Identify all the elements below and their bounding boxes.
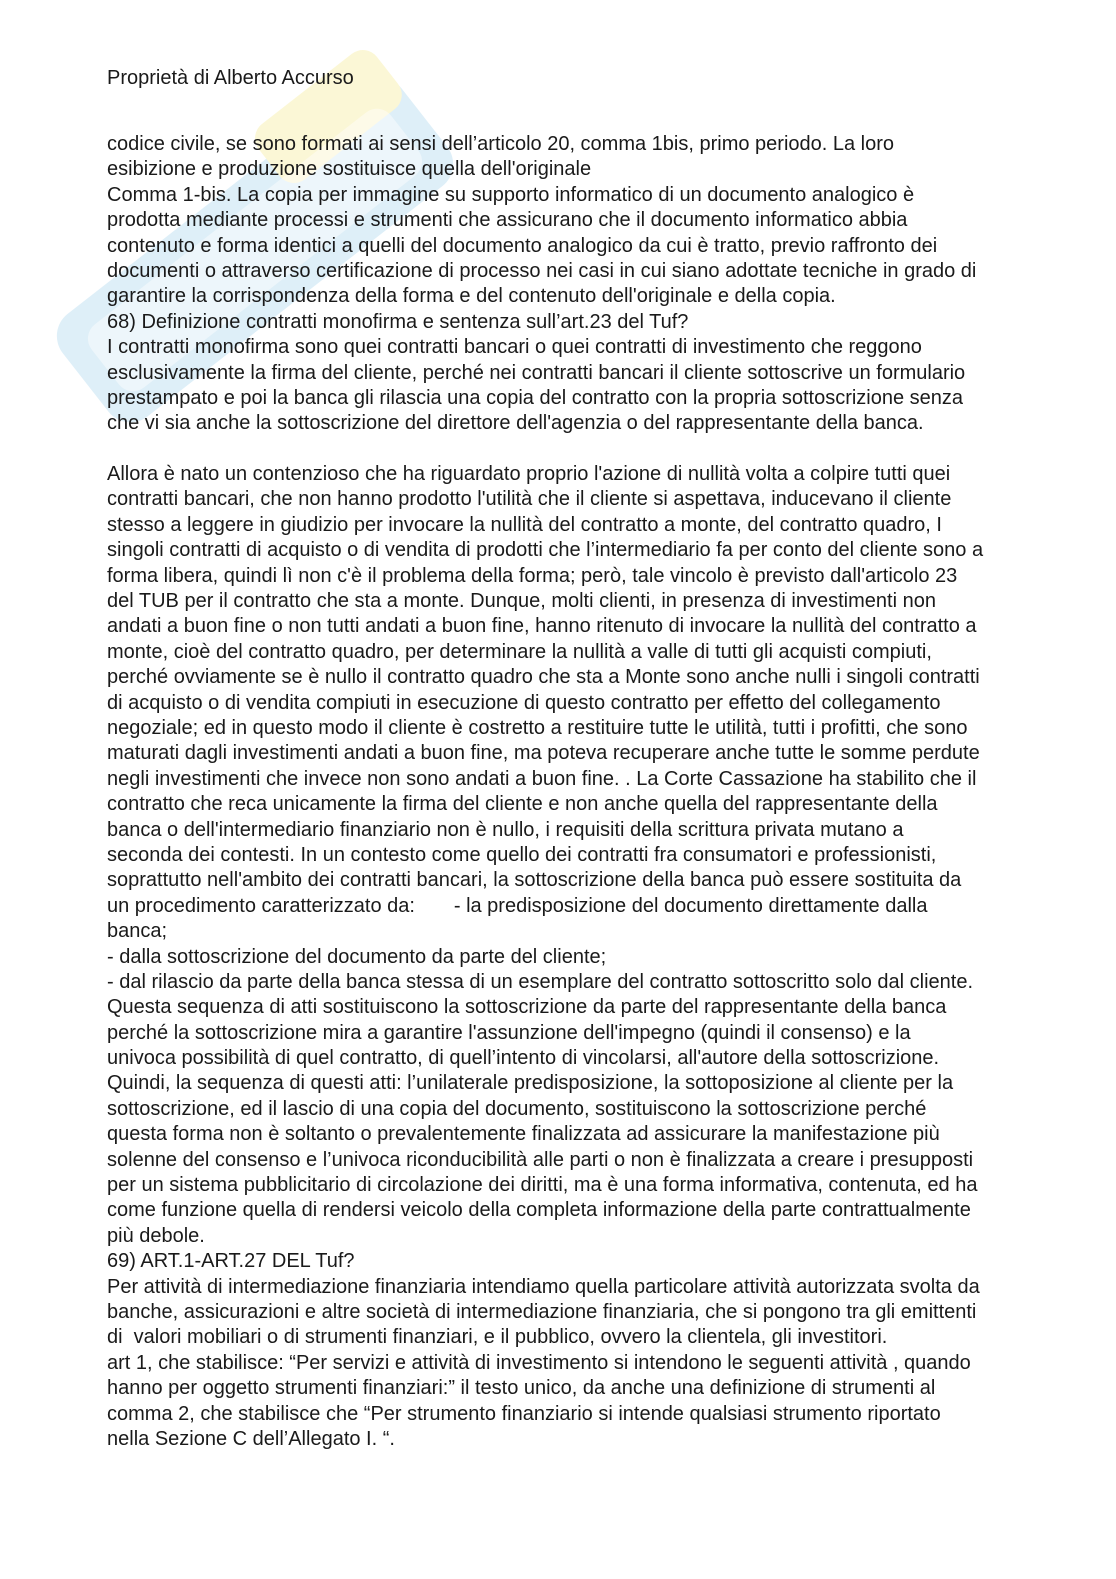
text-line: Allora è nato un contenzioso che ha riguardato proprio l'azione di nullità volta a colpire tutti quei xyxy=(107,463,951,486)
text-line: questa forma non è soltanto o prevalentemente finalizzata ad assicurare la manifestazione più xyxy=(107,1123,940,1146)
text-line: banca; xyxy=(107,920,168,943)
text-line: andati a buon fine o non tutti andati a buon fine, hanno ritenuto di invocare la nullità del contratto a xyxy=(107,615,977,638)
text-line: più debole. xyxy=(107,1224,205,1247)
text-line: per un sistema pubblicitario di circolazione dei diritti, ma è una forma informativa, contenuta, ed ha xyxy=(107,1174,978,1197)
text-line: art 1, che stabilisce: “Per servizi e attività di investimento si intendono le seguenti attività , quando xyxy=(107,1351,971,1374)
text-line: documenti o attraverso certificazione di processo nei casi in cui siano adottate tecniche in grado di xyxy=(107,259,977,282)
text-line: singoli contratti di acquisto o di vendita di prodotti che l’intermediario fa per conto del cliente sono a xyxy=(107,539,984,562)
text-line: codice civile, se sono formati ai sensi dell’articolo 20, comma 1bis, primo periodo. La loro xyxy=(107,133,895,155)
text-line: negli investimenti che invece non sono andati a buon fine. . La Corte Cassazione ha stabilito che il xyxy=(107,767,977,790)
text-line: esclusivamente la firma del cliente, perché nei contratti bancari il cliente sottoscrive un formulario xyxy=(107,361,966,384)
text-line: che vi sia anche la sottoscrizione del direttore dell'agenzia o del rappresentante della banca. xyxy=(107,412,924,435)
text-line: del TUB per il contratto che sta a monte. Dunque, molti clienti, in presenza di investimenti non xyxy=(107,590,936,613)
text-line: stesso a leggere in giudizio per invocare la nullità del contratto a monte, del contratto quadro, I xyxy=(107,513,942,536)
text-line: Comma 1-bis. La copia per immagine su supporto informatico di un documento analogico è xyxy=(107,183,915,206)
text-line: negoziale; ed in questo modo il cliente è costretto a restituire tutte le utilità, tutti i profitti, che sono xyxy=(107,716,968,739)
section-heading-68: 68) Definizione contratti monofirma e sentenza sull’art.23 del Tuf? xyxy=(107,310,689,333)
text-line: di valori mobiliari o di strumenti finanziari, e il pubblico, ovvero la clientela, gli investitori. xyxy=(107,1326,888,1349)
text-line: hanno per oggetto strumenti finanziari:” il testo unico, da anche una definizione di strumenti al xyxy=(107,1377,936,1400)
text-line: nella Sezione C dell’Allegato I. “. xyxy=(107,1427,395,1450)
text-line: forma libera, quindi lì non c'è il problema della forma; però, tale vincolo è previsto dall'articolo 23 xyxy=(107,564,958,587)
text-line: garantire la corrispondenza della forma e del contenuto dell'originale e della copia. xyxy=(107,285,836,308)
text-line: come funzione quella di rendersi veicolo della completa informazione della parte contrattualmente xyxy=(107,1199,971,1222)
text-line: maturati dagli investimenti andati a buon fine, ma poteva recuperare anche tutte le somme perdute xyxy=(107,742,980,765)
document-body xyxy=(107,132,1067,1452)
text-line: univoca possibilità di quel contratto, di quell’intento di vincolarsi, all'autore della sottoscrizione. xyxy=(107,1047,940,1070)
text-line: un procedimento caratterizzato da: - la predisposizione del documento direttamente dalla xyxy=(107,894,928,917)
text-line: monte, cioè del contratto quadro, per determinare la nullità a valle di tutti gli acquisti compiuti, xyxy=(107,640,932,663)
text-line: Questa sequenza di atti sostituiscono la sottoscrizione da parte del rappresentante della banca xyxy=(107,996,947,1019)
text-line: - dalla sottoscrizione del documento da parte del cliente; xyxy=(107,945,607,968)
text-line: comma 2, che stabilisce che “Per strumento finanziario si intende qualsiasi strumento riportato xyxy=(107,1402,941,1425)
text-line: banche, assicurazioni e altre società di intermediazione finanziaria, che si pongono tra gli emittenti xyxy=(107,1300,977,1323)
paragraph-spacer xyxy=(107,437,1067,462)
page-header-owner: Proprietà di Alberto Accurso xyxy=(107,67,354,89)
text-line: Per attività di intermediazione finanziaria intendiamo quella particolare attività autorizzata svolta da xyxy=(107,1275,980,1298)
text-line: solenne del consenso e l’univoca riconducibilità alle parti o non è finalizzata a creare i presupposti xyxy=(107,1148,974,1171)
text-line: Quindi, la sequenza di questi atti: l’unilaterale predisposizione, la sottoposizione al cliente per la xyxy=(107,1072,954,1095)
text-line: perché la sottoscrizione mira a garantire l'assunzione dell'impegno (quindi il consenso) e la xyxy=(107,1021,911,1044)
section-heading-69: 69) ART.1-ART.27 DEL Tuf? xyxy=(107,1250,355,1273)
text-line: banca o dell'intermediario finanziario non è nullo, i requisiti della scrittura privata mutano a xyxy=(107,818,904,841)
text-line: perché ovviamente se è nullo il contratto quadro che sta a Monte sono anche nulli i singoli contratti xyxy=(107,666,980,689)
text-line: seconda dei contesti. In un contesto come quello dei contratti fra consumatori e professionisti, xyxy=(107,843,937,866)
text-line: di acquisto o di vendita compiuti in esecuzione di questo contratto per effetto del collegamento xyxy=(107,691,941,714)
text-line: I contratti monofirma sono quei contratti bancari o quei contratti di investimento che reggono xyxy=(107,336,922,359)
text-line: contenuto e forma identici a quelli del documento analogico da cui è tratto, previo raffronto dei xyxy=(107,234,938,257)
text-line: sottoscrizione, ed il lascio di una copia del documento, sostituiscono la sottoscrizione perché xyxy=(107,1097,927,1120)
text-line: soprattutto nell'ambito dei contratti bancari, la sottoscrizione della banca può essere sostituita da xyxy=(107,869,962,892)
text-line: prestampato e poi la banca gli rilascia una copia del contratto con la propria sottoscrizione senza xyxy=(107,386,964,409)
text-line: esibizione e produzione sostituisce quella dell'originale xyxy=(107,158,592,181)
text-line: - dal rilascio da parte della banca stessa di un esemplare del contratto sottoscritto solo dal cliente. xyxy=(107,970,974,993)
text-line: prodotta mediante processi e strumenti che assicurano che il documento informatico abbia xyxy=(107,209,908,232)
text-line: contratti bancari, che non hanno prodotto l'utilità che il cliente si aspettava, inducevano il cliente xyxy=(107,488,952,511)
text-line: contratto che reca unicamente la firma del cliente e non anche quella del rappresentante della xyxy=(107,793,938,816)
